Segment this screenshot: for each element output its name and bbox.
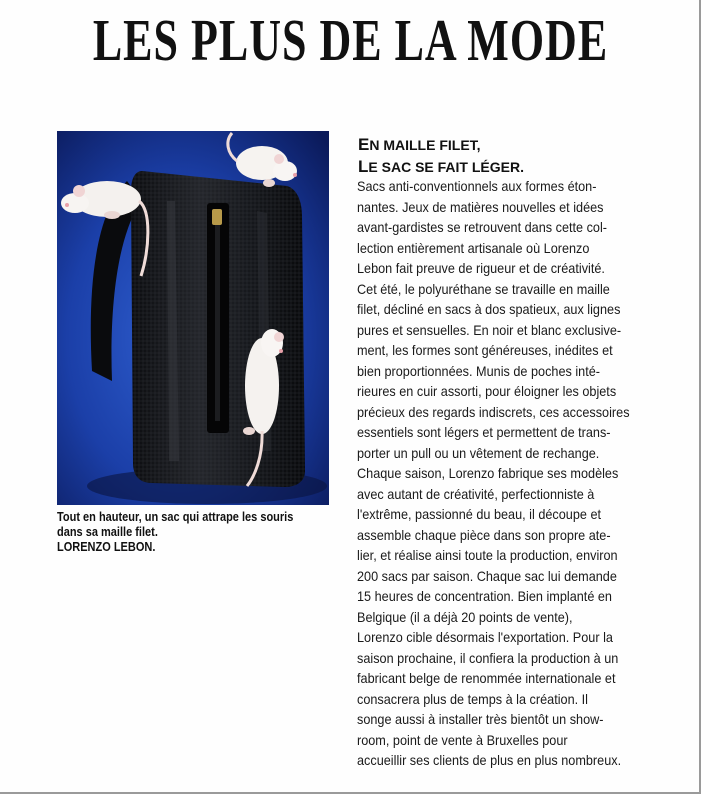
article-line: ment, les formes sont généreuses, inédites et [357,342,613,358]
article-line: avant-gardistes se retrouvent dans cette col- [357,219,608,235]
headline-line-2: LE SAC SE FAIT LÉGER. [358,157,524,176]
article-line: lection entièrement artisanale où Lorenzo [357,239,590,256]
caption-line: dans sa maille filet. [57,525,158,539]
article-line: précieux des regards indiscrets, ces accessoires [357,403,630,420]
article-line: nantes. Jeux de matières nouvelles et idées [357,198,604,215]
article-line: pures et sensuelles. En noir et blanc exclusive- [357,321,622,338]
article-line: consacrera plus de temps à la création. Il [357,690,589,707]
article-line: songe aussi à installer très bientôt un show- [357,711,604,727]
article-headline [358,134,688,178]
article-line: accueillir ses clients de plus en plus nombreux. [357,752,622,768]
article-line: avec autant de créativité, perfectionniste à [357,485,595,502]
article-line: rieures en cuir assorti, pour éloigner les objets [357,383,617,399]
article-line: saison prochaine, il confiera la production à un [357,649,619,666]
article-line: l'extrême, passionné du beau, il découpe et [357,506,602,522]
caption-credit: LORENZO LEBON. [57,540,156,554]
article-line: assemble chaque pièce dans son propre ate- [357,526,611,543]
article-line: Cet été, le polyuréthane se travaille en maille [357,280,610,297]
article-line: 200 sacs par saison. Chaque sac lui demande [357,567,617,584]
article-line: Lebon fait preuve de rigueur et de créativité. [357,260,605,276]
backpack-mice-illustration [57,131,329,505]
article-line: Chaque saison, Lorenzo fabrique ses modèles [357,465,619,481]
article-line: lier, et réalise ainsi toute la production, environ [357,547,618,563]
article-line: fabricant belge de renommée internationale et [357,670,616,686]
article-line: Lorenzo cible désormais l'exportation. Pour la [357,629,613,645]
caption-line: Tout en hauteur, un sac qui attrape les souris [57,510,294,524]
article-line: Belgique (il a déjà 20 points de vente), [357,608,573,625]
photo-caption [57,510,347,555]
article-line: filet, décliné en sacs à dos spatieux, aux lignes [357,301,621,317]
product-photo [57,131,329,505]
article-line: Sacs anti-conventionnels aux formes éton- [357,178,597,194]
article-body [357,176,687,771]
article-line: porter un pull ou un vêtement de rechange. [357,444,600,461]
article-line: bien proportionnées. Munis de poches inté- [357,362,601,379]
article-line: essentiels sont légers et permettent de trans- [357,424,611,440]
headline-line-1: EN MAILLE FILET, [358,135,481,154]
page-title: LES PLUS DE LA MODE [92,7,609,74]
article-line: room, point de vente à Bruxelles pour [357,731,568,748]
article-line: 15 heures de concentration. Bien implanté en [357,588,612,604]
